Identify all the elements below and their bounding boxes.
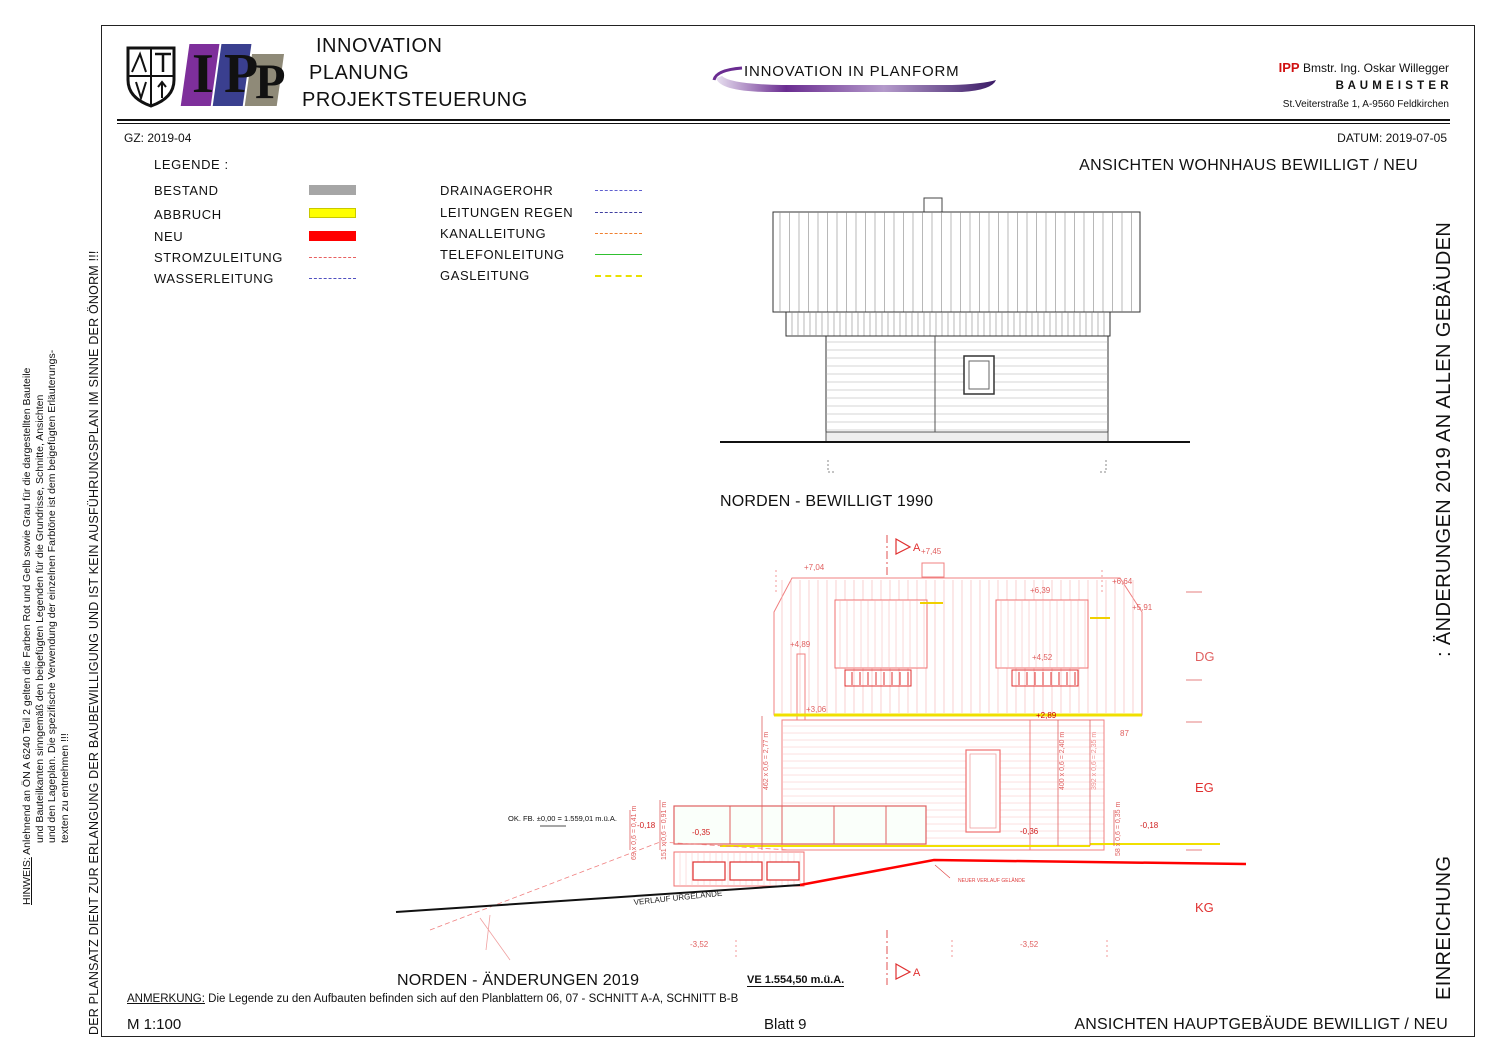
level-306: +3,06 [806,705,827,714]
note-text: Die Legende zu den Aufbauten befinden sich auf den Planblattern 06, 07 - SCHNITT A-A, SCHNITT B-B [204,993,739,1005]
ipp-logo [124,40,294,110]
legend-swatch-gas [595,275,642,277]
legend-swatch-drainage [595,190,642,191]
elevation-2019 [390,530,1260,990]
datum: DATUM: 2019-07-05 [1337,131,1447,145]
floor-label-kg: KG [1195,900,1214,915]
legend-label-telefon: TELEFONLEITUNG [440,247,565,262]
legend-swatch-neu [309,231,356,241]
level-745: +7,45 [921,547,942,556]
legend-swatch-wasser [309,278,356,279]
sheet-number: Blatt 9 [764,1016,807,1033]
logo-letter-i: I [192,43,214,105]
dim-eg-1: 462 x 0,6 = 2,77 m [763,731,770,790]
sheet-title: ANSICHTEN WOHNHAUS BEWILLIGT / NEU [1079,157,1418,174]
slogan-banner [712,58,998,102]
office-name: Bmstr. Ing. Oskar Willegger [1302,61,1449,75]
legend-swatch-regen [595,212,642,213]
legend-swatch-abbruch [309,208,356,218]
hinweis-line-3: und den Lageplan. Die spezifische Verwendung der einzelnen Farbtöne ist dem beigefügten Erläuterungs- [46,349,58,843]
changes-note: : ÄNDERUNGEN 2019 AN ALLEN GEBÄUDEN [1433,221,1455,657]
floor-label-eg: EG [1195,780,1214,795]
hinweis-label: HINWEIS: [21,857,33,905]
dim-terrace-1: 69 x 0,6 = 0,41 m [631,805,638,860]
logo-letter-p1: P [224,43,259,105]
dim-eg-2: 400 x 0,6 = 2,40 m [1059,731,1066,790]
section-mark-bottom: A [913,967,921,979]
company-line-innovation: INNOVATION [316,35,443,57]
level-352-a: -3,52 [690,940,709,949]
legend-label-wasser: WASSERLEITUNG [154,271,275,286]
legend-label-gas: GASLEITUNG [440,268,530,283]
okfb-level: OK. FB. ±0,00 = 1.559,01 m.ü.A. [508,814,617,823]
view1-caption: NORDEN - BEWILLIGT 1990 [720,493,934,510]
level-352-b: -3,52 [1020,940,1039,949]
office-brand: IPP [1278,60,1300,75]
floor-label-dg: DG [1195,649,1215,664]
legend-label-neu: NEU [154,229,184,244]
dim-87: 87 [1120,729,1129,738]
legend-label-bestand: BESTAND [154,183,219,198]
disclaimer-text: DER PLANSATZ DIENT ZUR ERLANGUNG DER BAUBEWILLIGUNG UND IST KEIN AUSFÜHRUNGSPLAN IM SINNE DER ÖNORM !!! [87,250,101,1035]
dim-terrace-2: 151 x 0,6 = 0,91 m [661,801,668,860]
legend-swatch-kanal [595,233,642,234]
level-035: -0,35 [692,828,711,837]
hinweis-line-2: und Bauteilkanten sinngemäß den beigefügten Legenden für die Grundrisse, Schnitte, Ansichten [33,394,46,843]
office-name-line [1279,60,1449,75]
hinweis-block [21,350,71,905]
legend-swatch-strom [309,257,356,258]
terrain-new-label: NEUER VERLAUF GELÄNDE [958,878,1026,884]
logo-letter-p2: P [255,53,286,109]
view2-caption: NORDEN - ÄNDERUNGEN 2019 [397,972,640,989]
note-line [127,993,738,1005]
level-704: +7,04 [804,563,825,572]
dim-kg-1: 58 x 0,6 = 0,35 m [1115,801,1122,856]
level-036: -0,36 [1020,827,1039,836]
legend-label-drainage: DRAINAGEROHR [440,183,554,198]
level-018-b: -0,18 [1140,821,1159,830]
office-title: B A U M E I S T E R [1335,80,1449,92]
slogan-text: INNOVATION IN PLANFORM [744,63,960,80]
header-rule-1 [117,119,1450,121]
terrain-label: VERLAUF URGELÄNDE [633,888,723,907]
legend-label-kanal: KANALLEITUNG [440,226,547,241]
level-289: +2,89 [1036,711,1057,720]
scale: M 1:100 [127,1016,182,1033]
legend-label-abbruch: ABBRUCH [154,207,222,222]
header-rule-2 [117,123,1450,124]
footer-title: ANSICHTEN HAUPTGEBÄUDE BEWILLIGT / NEU [1074,1016,1448,1033]
level-018-a: -0,18 [637,821,656,830]
legend-label-regen: LEITUNGEN REGEN [440,205,574,220]
section-mark-top: A [913,542,921,554]
ve-level: VE 1.554,50 m.ü.A. [747,974,845,986]
level-639: +6,39 [1030,586,1051,595]
hinweis-line-1: Anlehnend an ÖN A 6240 Teil 2 gelten die Farben Rot und Gelb sowie Grau für die dargestellten Bauteile [21,367,33,858]
level-489: +4,89 [790,640,811,649]
elevation-1990 [700,190,1200,480]
legend-swatch-bestand [309,185,356,195]
legend-title: LEGENDE : [154,157,229,172]
dim-eg-3: 392 x 0,6 = 2,35 m [1091,731,1098,790]
level-591: +5,91 [1132,603,1153,612]
legend-label-strom: STROMZULEITUNG [154,250,284,265]
note-label: ANMERKUNG: [127,993,205,1005]
office-address: St.Veiterstraße 1, A-9560 Feldkirchen [1282,99,1449,110]
company-line-planung: PLANUNG [309,62,410,84]
legend-swatch-telefon [595,254,642,255]
gz-number: GZ: 2019-04 [124,131,192,145]
submission-label: EINREICHUNG [1433,855,1455,1000]
hinweis-line-4: texten zu entnehmen !!! [58,733,71,843]
level-664: +6,64 [1112,577,1133,586]
company-line-projektsteuerung: PROJEKTSTEUERUNG [302,89,528,111]
level-452: +4,52 [1032,653,1053,662]
